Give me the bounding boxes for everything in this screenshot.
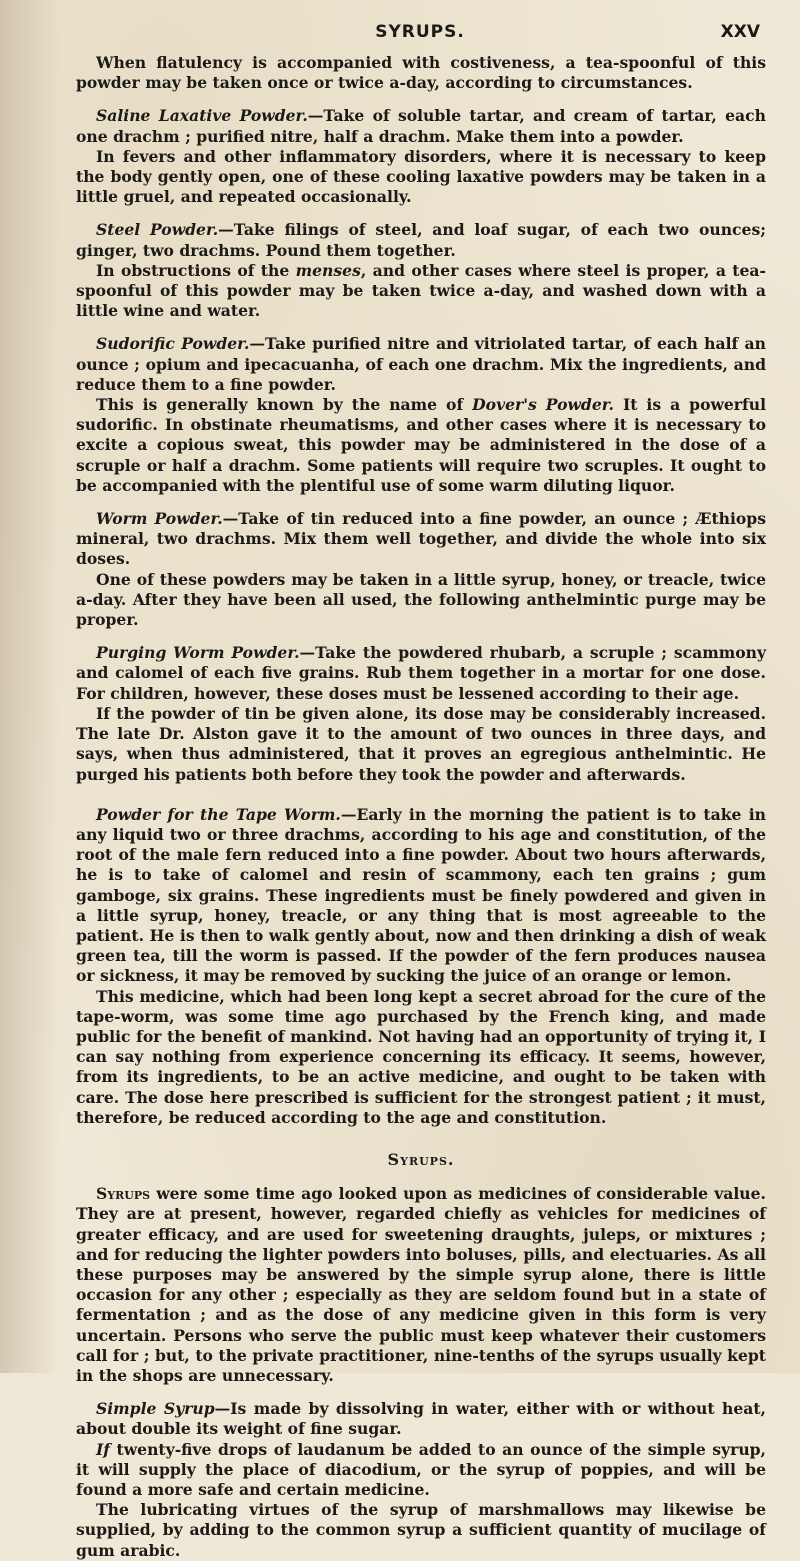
paragraph-simple-syrup: Simple Syrup—Is made by dissolving in water, either with or without heat, about double its weight of fine sugar. bbox=[76, 1399, 766, 1439]
paragraph-marshmallows: The lubricating virtues of the syrup of marshmallows may likewise be supplied, by adding to the common syrup a sufficient quantity of mucilage of gum arabic. bbox=[76, 1500, 766, 1560]
paragraph-saline-laxative: Saline Laxative Powder.—Take of soluble tartar, and cream of tartar, each one drachm ; purified nitre, half a drachm. Make them into a powder. bbox=[76, 106, 766, 146]
page-header bbox=[0, 10, 800, 40]
page-edge-shadow bbox=[0, 0, 60, 1373]
paragraph-purging-tin: If the powder of tin be given alone, its dose may be considerably increased. The late Dr. Alston gave it to the amount of two ounces in three days, and says, when thus administered, that it proves an egregious anthelmintic. He purged his patients both before they took the powder and afterwards. bbox=[76, 703, 766, 784]
paragraph-sudorific-powder: Sudorific Powder.—Take purified nitre and vitriolated tartar, of each half an ounce ; opium and ipecacuanha, of each one drachm. Mix the ingredients, and reduce them to a fine powder. bbox=[76, 334, 766, 394]
page-number: XXV bbox=[720, 22, 760, 42]
paragraph-laudanum: If twenty-five drops of laudanum be added to an ounce of the simple syrup, it will supply the place of diacodium, or the syrup of poppies, and will be found a more safe and certain medicine. bbox=[76, 1439, 766, 1499]
running-title: SYRUPS. bbox=[375, 22, 465, 42]
paragraph-dovers-powder: This is generally known by the name of Dover's Powder. It is a powerful sudorific. In obstinate rheumatisms, and other cases where it is necessary to excite a copious sweat, this powder may be administered in the dose of a scruple or half a drachm. Some patients will require two scruples. It ought to be accompanied with the plentiful use of some warm diluting liquor. bbox=[76, 395, 766, 495]
recipe-title: Sudorific Powder. bbox=[96, 334, 250, 354]
paragraph-saline-fevers: In fevers and other inflammatory disorders, where it is necessary to keep the body gently open, one of these cooling laxative powders may be taken in a little gruel, and repeated occasionally. bbox=[76, 146, 766, 207]
section-heading-syrups: Syrups. bbox=[387, 1149, 455, 1169]
paragraph-tape-worm-powder: Powder for the Tape Worm.—Early in the morning the patient is to take in any liquid two or three drachms, according to his age and constitution, of the root of the male fern reduced into a fine powder. About two hours afterwards, he is to take of calomel and resin of scammony, each ten grains ; gum gamboge, six grains. These ingredients must be finely powdered and given in a little syrup, honey, treacle, or any thing that is most agreeable to the patient. He is then to walk gently about, now and then drinking a dish of weak green tea, till the worm is passed. If the powder of the fern produces nausea or sickness, it may be removed by sucking the juice of an orange or lemon. bbox=[76, 804, 766, 986]
paragraph-flatulency: When flatulency is accompanied with costiveness, a tea-spoonful of this powder may be taken once or twice a-day, according to circumstances. bbox=[76, 53, 766, 93]
paragraph-syrups-intro: Syrups were some time ago looked upon as medicines of considerable value. They are at present, however, regarded chiefly as vehicles for medicines of greater efficacy, and are used for sweetening draughts, juleps, or mixtures ; and for reducing the lighter powders into boluses, pills, and electuaries. As all these purposes may be answered by the simple syrup alone, there is little occasion for any other ; especially as they are seldom found but in a state of fermentation ; and as the dose of any medicine given in this form is very uncertain. Persons who serve the public must keep whatever their customers call for ; but, to the private practitioner, nine-tenths of the syrups usually kept in the shops are unnecessary. bbox=[76, 1184, 766, 1385]
recipe-title: Simple Syrup bbox=[96, 1399, 215, 1419]
paragraph-steel-powder: Steel Powder.—Take filings of steel, and loaf sugar, of each two ounces; ginger, two drachms. Pound them together. bbox=[76, 220, 767, 260]
paragraph-tape-worm-secret: This medicine, which had been long kept a secret abroad for the cure of the tape-worm, was some time ago purchased by the French king, and made public for the benefit of mankind. Not having had an opportunity of trying it, I can say nothing from experience concerning its efficacy. It seems, however, from its ingredients, to be an active medicine, and ought to be taken with care. The dose here prescribed is sufficient for the strongest patient ; it must, therefore, be reduced according to the age and constitution. bbox=[76, 986, 766, 1127]
paragraph-worm-powder: Worm Powder.—Take of tin reduced into a fine powder, an ounce ; Æthiops mineral, two drachms. Mix them well together, and divide the whole into six doses. bbox=[76, 509, 766, 569]
paragraph-steel-menses: In obstructions of the menses, and other cases where steel is proper, a tea-spoonful of this powder may be taken twice a-day, and washed down with a little wine and water. bbox=[76, 260, 766, 321]
paragraph-purging-worm-powder: Purging Worm Powder.—Take the powdered rhubarb, a scruple ; scammony and calomel of each five grains. Rub them together in a mortar for one dose. For children, however, these doses must be lessened according to their age. bbox=[76, 643, 767, 703]
recipe-title: Steel Powder. bbox=[96, 220, 219, 240]
recipe-title: Saline Laxative Powder. bbox=[96, 106, 308, 126]
recipe-title: Purging Worm Powder. bbox=[96, 643, 300, 663]
recipe-title: Powder for the Tape Worm. bbox=[96, 804, 341, 824]
paragraph-worm-doses: One of these powders may be taken in a little syrup, honey, or treacle, twice a-day. After they have been all used, the following anthelmintic purge may be proper. bbox=[76, 569, 766, 630]
recipe-title: Worm Powder. bbox=[96, 509, 223, 529]
page-body bbox=[76, 53, 766, 1561]
